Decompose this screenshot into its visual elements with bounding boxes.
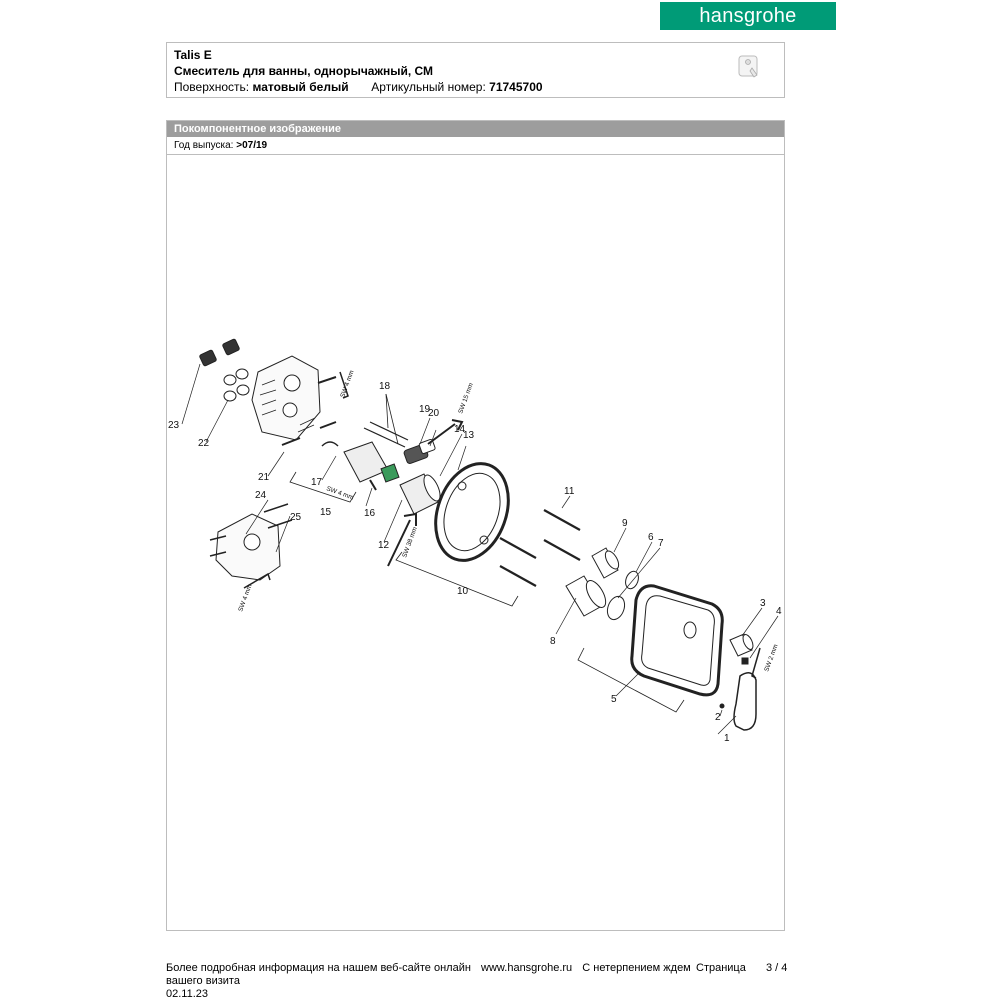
callout-5: 5: [611, 694, 617, 705]
part-8-sleeve: [566, 576, 610, 616]
callout-6: 6: [648, 532, 654, 543]
part-17-clip: [322, 442, 338, 446]
footer-row-1: [166, 962, 806, 975]
product-name: Talis E: [174, 48, 212, 62]
footer-wait: С нетерпением ждем: [582, 962, 691, 974]
section-title: Покомпонентное изображение: [167, 121, 784, 137]
callout-7: 7: [658, 538, 664, 549]
callout-12: 12: [378, 540, 390, 551]
callout-17: 17: [311, 477, 323, 488]
part-22-rings: [224, 369, 249, 401]
surface-value: матовый белый: [252, 80, 349, 94]
part-9-sleeve: [592, 548, 621, 578]
footer: [166, 962, 806, 1001]
callout-18: 18: [379, 381, 391, 392]
callout-19: 19: [419, 404, 431, 415]
product-description: Смеситель для ванны, однорычажный, СМ: [174, 64, 434, 78]
callout-21: 21: [258, 472, 270, 483]
callout-16: 16: [364, 508, 376, 519]
callout-4: 4: [776, 606, 782, 617]
article-label: Артикульный номер:: [371, 80, 486, 94]
part-1-lever: [734, 673, 756, 730]
footer-url-link[interactable]: www.hansgrohe.ru: [481, 962, 573, 974]
hansgrohe-logo: hansgrohe: [660, 2, 836, 30]
footer-info: Более подробная информация на нашем веб-сайте онлайн: [166, 962, 471, 974]
footer-visit: вашего визита: [166, 975, 240, 987]
tool-label-sw4-mid: SW 4 mm: [325, 485, 355, 502]
part-23-caps: [199, 339, 240, 367]
callout-24: 24: [255, 490, 267, 501]
hex-key-sw2-icon: [752, 648, 760, 678]
part-cartridge: [344, 442, 399, 490]
callout-10: 10: [457, 586, 469, 597]
callout-23: 23: [168, 420, 180, 431]
callout-22: 22: [198, 438, 210, 449]
footer-page-value: 3 / 4: [766, 962, 788, 974]
tool-label-sw4-low: SW 4 mm: [237, 583, 254, 613]
callout-13: 13: [463, 430, 475, 441]
year-value: >07/19: [236, 140, 268, 151]
callout-15: 15: [320, 507, 332, 518]
tool-label-sw38: SW 38 mm: [401, 526, 419, 559]
callout-3: 3: [760, 598, 766, 609]
footer-page-label: Страница: [696, 962, 746, 974]
part-2-screw: [720, 704, 724, 708]
callout-8: 8: [550, 636, 556, 647]
callout-25: 25: [290, 512, 302, 523]
part-3-4-handle-base: [730, 633, 755, 664]
year-label: Год выпуска:: [174, 140, 234, 151]
callout-20: 20: [428, 408, 440, 419]
bracket-lines: [290, 394, 684, 712]
part-5-trim: [632, 586, 723, 695]
callout-14: 14: [454, 424, 466, 435]
callout-1: 1: [724, 733, 730, 744]
tool-label-sw15: SW 15 mm: [457, 382, 475, 415]
part-10-plate: [423, 453, 521, 570]
part-basic-body-rear: [252, 356, 320, 440]
article-value: 71745700: [489, 80, 543, 94]
tool-label-sw2: SW 2 mm: [763, 643, 780, 673]
tool-label-sw4-top: SW 4 mm: [339, 369, 356, 399]
callout-9: 9: [622, 518, 628, 529]
footer-date: 02.11.23: [166, 988, 209, 1000]
surface-label: Поверхность:: [174, 80, 250, 94]
callout-11: 11: [564, 486, 575, 497]
callout-2: 2: [715, 712, 721, 723]
part-11-screws: [500, 510, 580, 586]
